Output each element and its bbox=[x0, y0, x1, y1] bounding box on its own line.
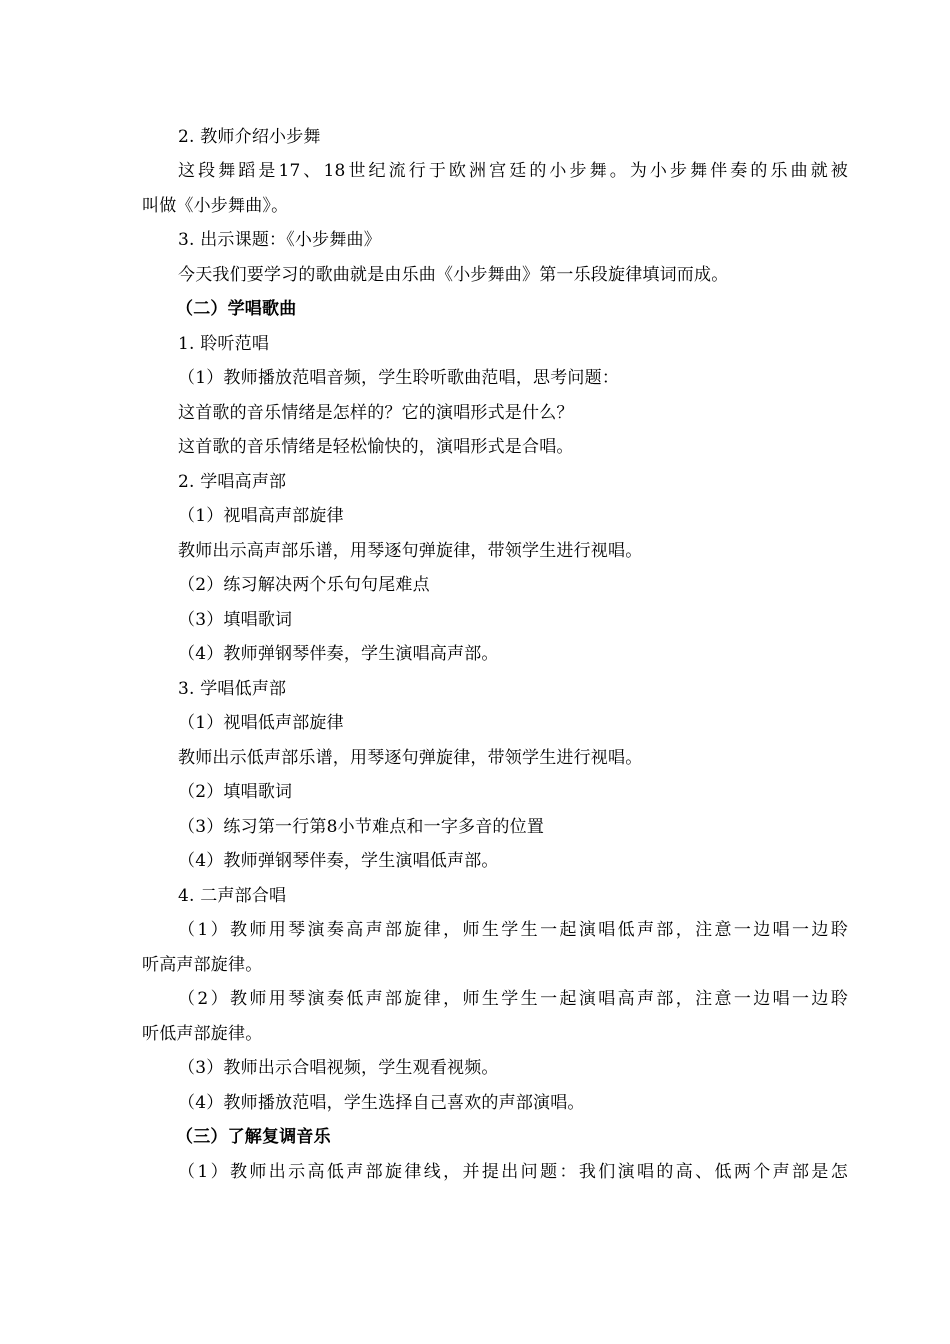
paragraph-minuet-intro: 这段舞蹈是17、18世纪流行于欧洲宫廷的小步舞。为小步舞伴奏的乐曲就被 bbox=[178, 161, 848, 181]
paragraph-high-score: 教师出示高声部乐谱，用琴逐句弹旋律，带领学生进行视唱。 bbox=[178, 541, 643, 561]
step-sight-sing-high: （1）视唱高声部旋律 bbox=[178, 506, 344, 526]
paragraph-low-score: 教师出示低声部乐谱，用琴逐句弹旋律，带领学生进行视唱。 bbox=[178, 748, 643, 768]
item-1-listen: 1. 聆听范唱 bbox=[178, 334, 270, 354]
item-3-low-part: 3. 学唱低声部 bbox=[178, 679, 287, 699]
step-fill-lyrics-low: （2）填唱歌词 bbox=[178, 782, 293, 802]
step-piano-high: （4）教师弹钢琴伴奏，学生演唱高声部。 bbox=[178, 644, 499, 664]
item-4-two-part: 4. 二声部合唱 bbox=[178, 886, 287, 906]
question-mood: 这首歌的音乐情绪是怎样的？它的演唱形式是什么？ bbox=[178, 403, 574, 423]
section-heading-3: （三）了解复调音乐 bbox=[176, 1127, 331, 1147]
section-heading-2: （二）学唱歌曲 bbox=[176, 299, 297, 319]
step-difficult-points: （2）练习解决两个乐句句尾难点 bbox=[178, 575, 430, 595]
step-play-audio: （1）教师播放范唱音频，学生聆听歌曲范唱，思考问题： bbox=[178, 368, 620, 388]
item-2-teacher-intro: 2. 教师介绍小步舞 bbox=[178, 127, 321, 147]
item-3-show-topic: 3. 出示课题：《小步舞曲》 bbox=[178, 230, 381, 250]
step-fill-lyrics-high: （3）填唱歌词 bbox=[178, 610, 293, 630]
paragraph-minuet-intro-cont: 叫做《小步舞曲》。 bbox=[142, 196, 289, 216]
step-play-high-sing-low: （1）教师用琴演奏高声部旋律，师生学生一起演唱低声部，注意一边唱一边聆 bbox=[178, 920, 848, 940]
step-show-video: （3）教师出示合唱视频，学生观看视频。 bbox=[178, 1058, 499, 1078]
paragraph-today-song: 今天我们要学习的歌曲就是由乐曲《小步舞曲》第一乐段旋律填词而成。 bbox=[178, 265, 729, 285]
step-sight-sing-low: （1）视唱低声部旋律 bbox=[178, 713, 344, 733]
step-play-low-sing-high-cont: 听低声部旋律。 bbox=[142, 1024, 263, 1044]
step-play-low-sing-high: （2）教师用琴演奏低声部旋律，师生学生一起演唱高声部，注意一边唱一边聆 bbox=[178, 989, 848, 1009]
item-2-high-part: 2. 学唱高声部 bbox=[178, 472, 287, 492]
answer-mood: 这首歌的音乐情绪是轻松愉快的，演唱形式是合唱。 bbox=[178, 437, 574, 457]
step-bar-8: （3）练习第一行第8小节难点和一字多音的位置 bbox=[178, 817, 545, 837]
step-choose-part: （4）教师播放范唱，学生选择自己喜欢的声部演唱。 bbox=[178, 1093, 585, 1113]
step-play-high-sing-low-cont: 听高声部旋律。 bbox=[142, 955, 263, 975]
step-melody-lines: （1）教师出示高低声部旋律线，并提出问题：我们演唱的高、低两个声部是怎 bbox=[178, 1162, 848, 1182]
step-piano-low: （4）教师弹钢琴伴奏，学生演唱低声部。 bbox=[178, 851, 499, 871]
